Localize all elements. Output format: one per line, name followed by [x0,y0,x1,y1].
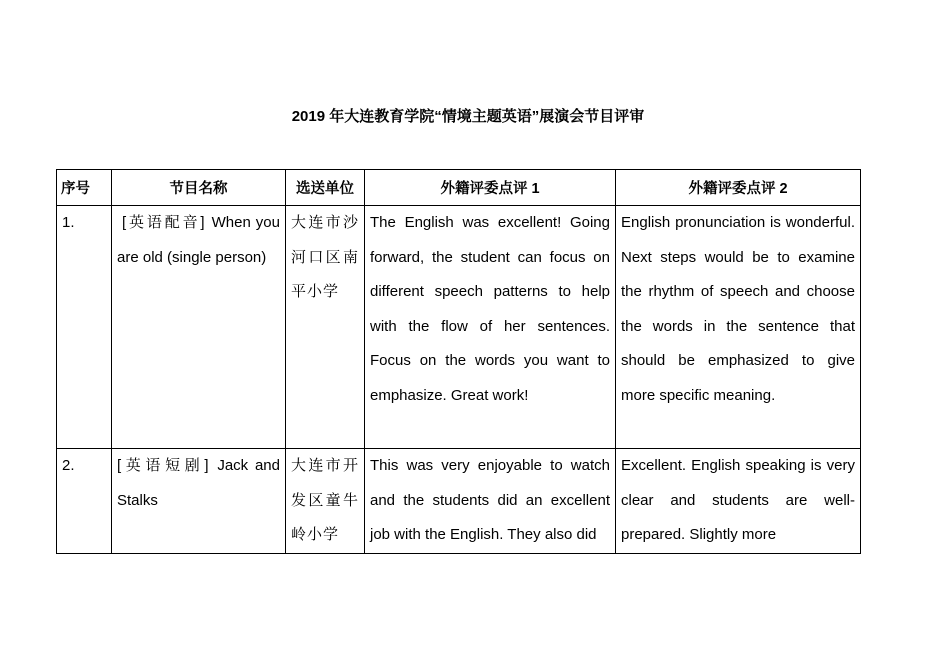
table-row [57,206,861,449]
header-review-2: 外籍评委点评 2 [616,170,861,206]
unit-cell: 大连市沙河口区南平小学 [286,206,365,449]
review-1-cell: The English was excellent! Going forward, the student can focus on different speech patterns to help with the flow of her sentences. Focus on the words you want to emphasize. Great work! [365,206,616,449]
program-name-cell [112,449,286,554]
header-program-name: 节目名称 [112,170,286,206]
review-2-cell: English pronunciation is wonderful. Next steps would be to examine the rhythm of speech and choose the words in the sentence that should be emphasized to give more specific meaning. [616,206,861,449]
program-name: When you are old (single person) [117,214,280,266]
program-name: Jack and Stalks [117,457,280,509]
program-category-tag: [英语短剧] [117,457,211,474]
row-number: 2. [57,449,112,554]
program-name-cell [112,206,286,449]
page-title: 2019 年大连教育学院“情境主题英语”展演会节目评审 [291,108,645,125]
row-number: 1. [57,206,112,449]
review-table [56,169,861,554]
review-2-cell: Excellent. English speaking is very clear and students are well-prepared. Slightly more [616,449,861,554]
table-row [57,449,861,554]
header-review-1: 外籍评委点评 1 [365,170,616,206]
program-category-tag: [英语配音] [122,214,207,231]
table-header-row [57,170,861,206]
header-number: 序号 [57,170,112,206]
review-1-cell: This was very enjoyable to watch and the students did an excellent job with the English. They also did [365,449,616,554]
unit-cell: 大连市开发区童牛岭小学 [286,449,365,554]
header-unit: 选送单位 [286,170,365,206]
